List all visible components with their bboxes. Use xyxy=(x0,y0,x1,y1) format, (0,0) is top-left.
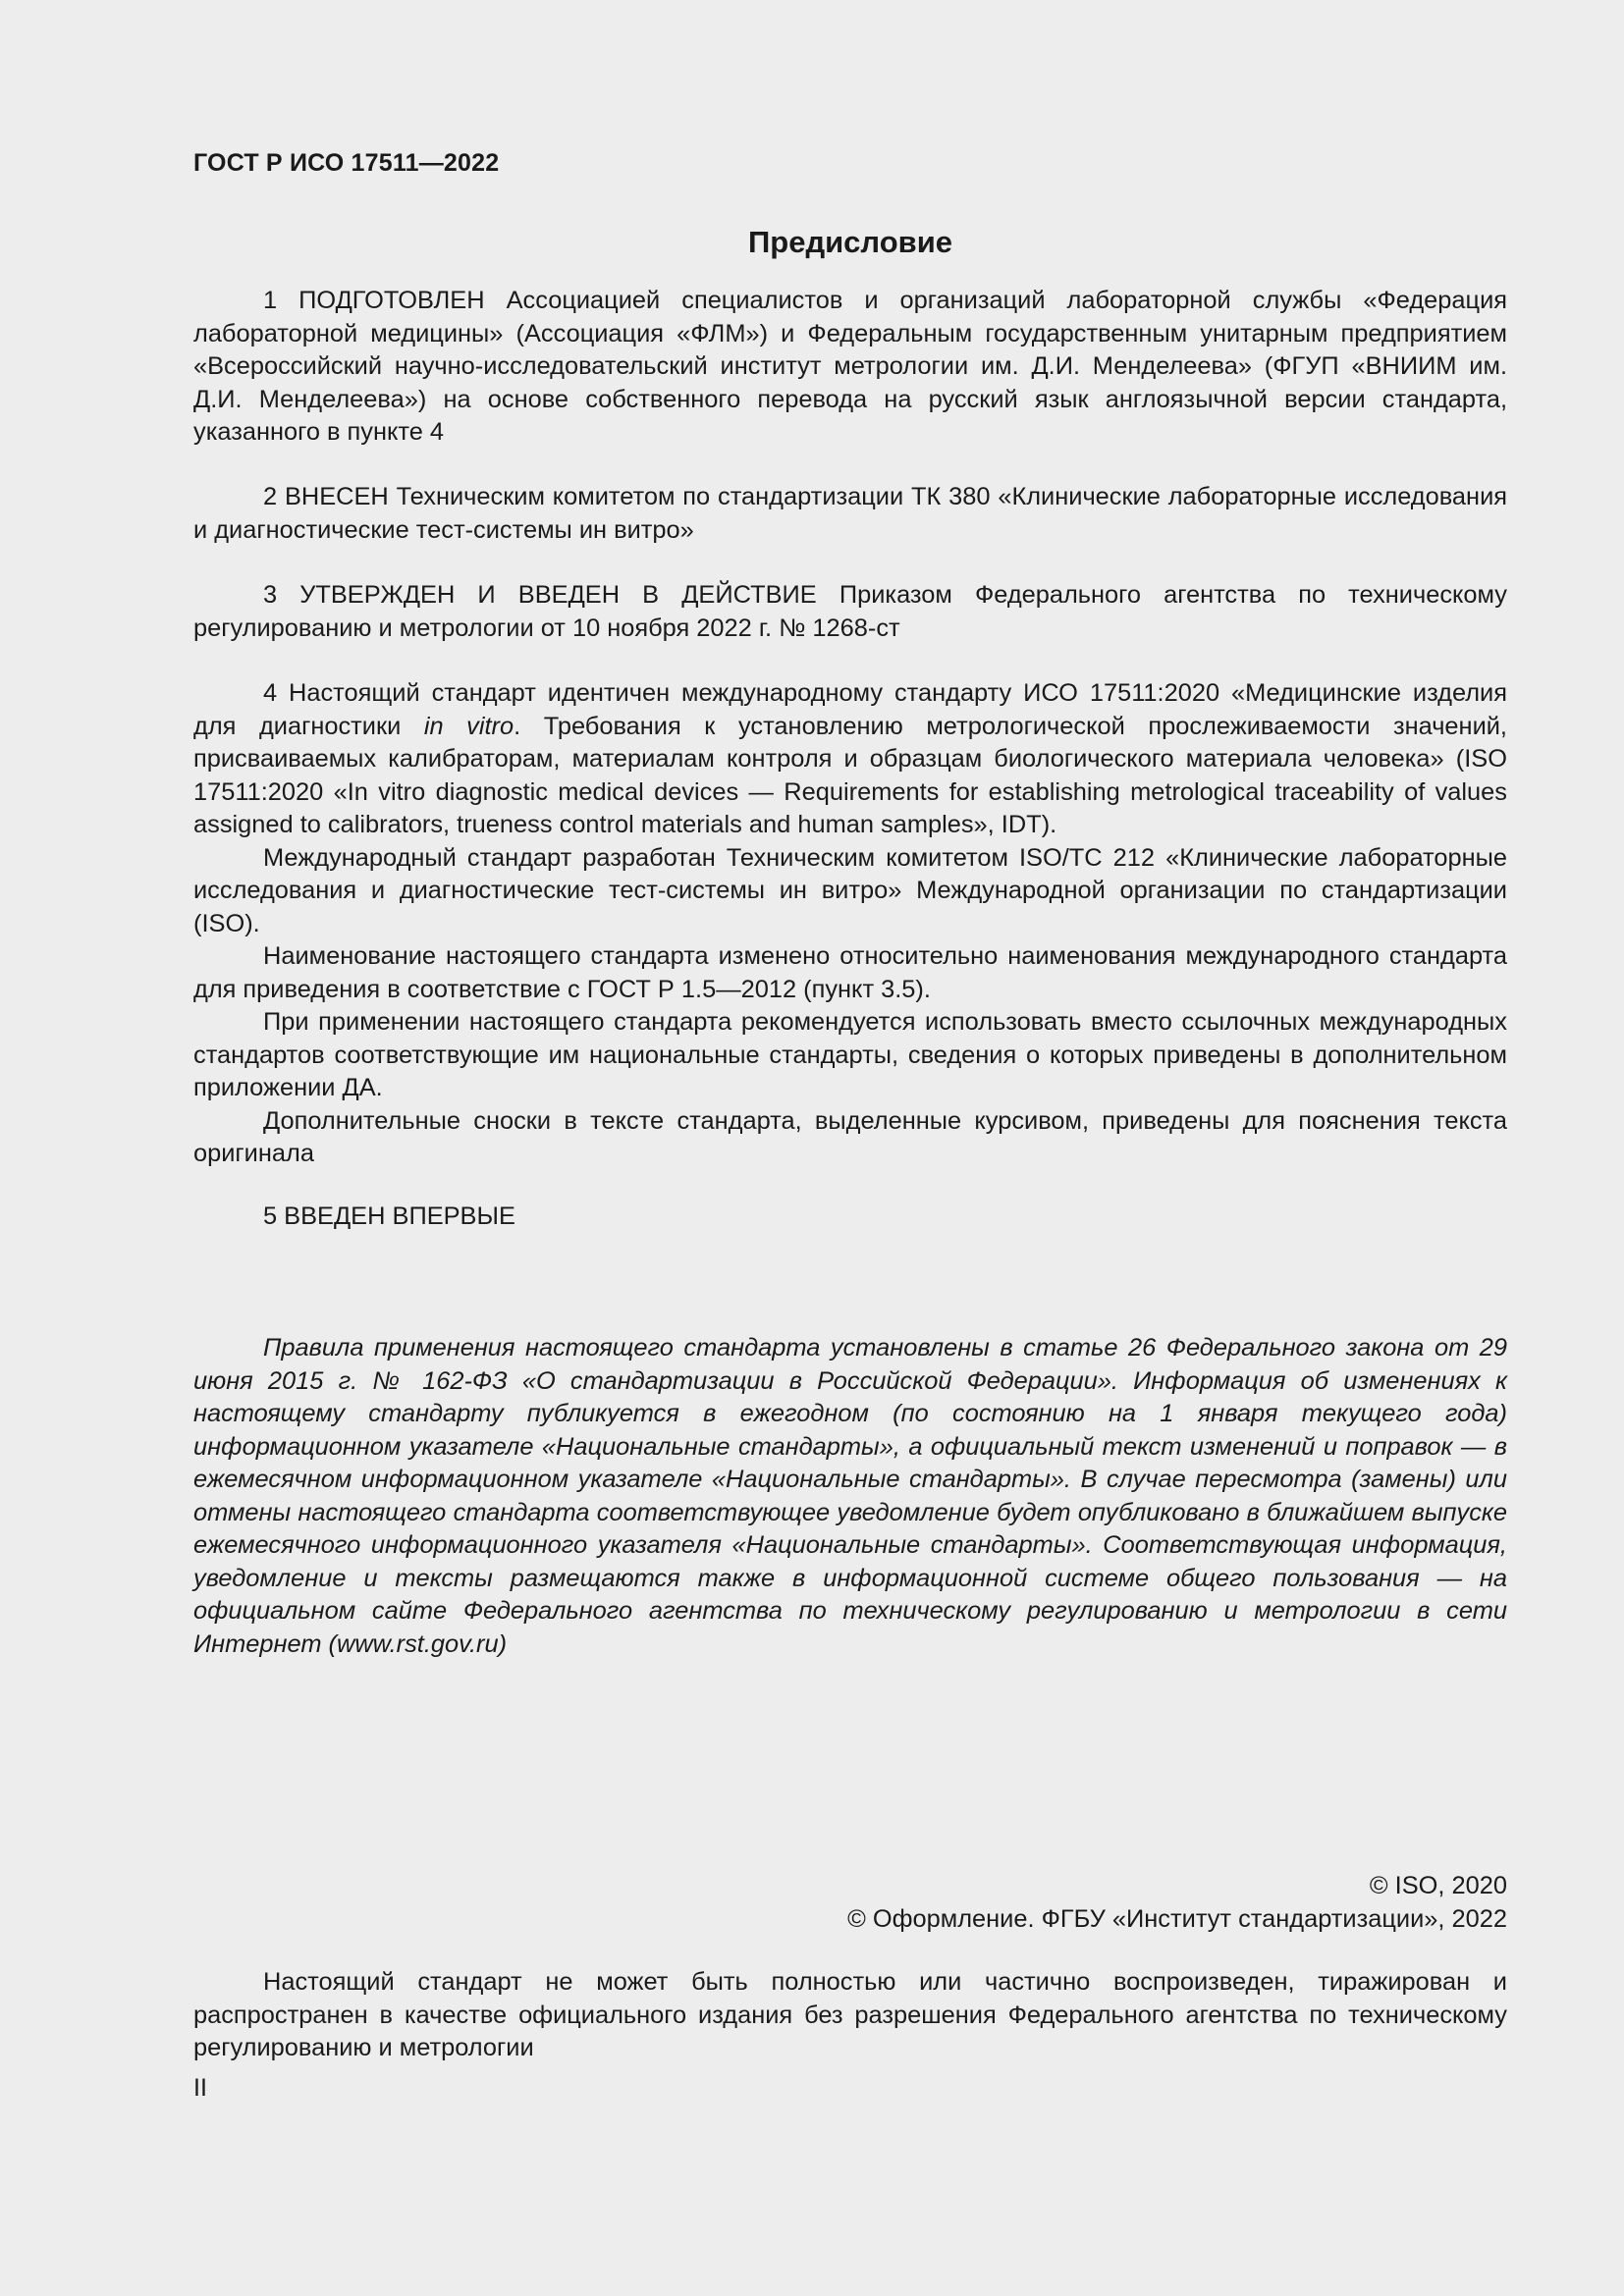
section-4-paragraph-1 xyxy=(193,677,1507,842)
page-title: Предисловие xyxy=(747,225,952,259)
document-code: ГОСТ Р ИСО 17511—2022 xyxy=(193,149,500,177)
section-4 xyxy=(193,677,1507,1171)
page-number: II xyxy=(193,2074,207,2102)
legal-notice xyxy=(193,1966,1507,2065)
section-2-text: 2 ВНЕСЕН Техническим комитетом по стандартизации ТК 380 «Клинические лабораторные исследования и диагностические тест-системы ин витро» xyxy=(193,483,1507,544)
section-4-paragraph-5: Дополнительные сноски в тексте стандарта, выделенные курсивом, приведены для пояснения текста оригинала xyxy=(193,1106,1507,1167)
section-4-p1-start: 4 Настоящий стандарт идентичен международному стандарту ИСО 17511:2020 «Медицинские изделия для диагностики xyxy=(193,679,1507,740)
section-1-text: 1 ПОДГОТОВЛЕН Ассоциацией специалистов и организаций лабораторной службы «Федерация лабораторной медицины» (Ассоциация «ФЛМ») и Федеральным государственным унитарным предприятием «Всероссийский научно-исследовательский институт метрологии им. Д.И. Менделеева» (ФГУП «ВНИИМ им. Д.И. Менделеева») на основе собственного перевода на русский язык англоязычной версии стандарта, указанного в пункте 4 xyxy=(193,287,1507,446)
section-5 xyxy=(193,1201,1507,1234)
section-3-text: 3 УТВЕРЖДЕН И ВВЕДЕН В ДЕЙСТВИЕ Приказом Федерального агентства по техническому регулированию и метрологии от 10 ноября 2022 г. № 1268-ст xyxy=(193,581,1507,642)
section-4-paragraph-4: При применении настоящего стандарта рекомендуется использовать вместо ссылочных международных стандартов соответствующие им национальные стандарты, сведения о которых приведены в дополнительном приложении ДА. xyxy=(193,1008,1507,1101)
section-4-p1-end: . Требования к установлению метрологической прослеживаемости значений, присваиваемых калибраторам, материалам контроля и образцам биологического материала человека» (ISO 17511:2020 «In vitro diagnostic medical devices — Requirements for establishing metrological traceability of values assigned to calibrators, trueness control materials and human samples», IDT). xyxy=(193,712,1507,838)
copyright-block xyxy=(193,1869,1507,1936)
section-5-text: 5 ВВЕДЕН ВПЕРВЫЕ xyxy=(263,1202,515,1230)
legal-notice-text: Настоящий стандарт не может быть полностью или частично воспроизведен, тиражирован и распространен в качестве официального издания без разрешения Федерального агентства по техническому регулированию и метрологии xyxy=(193,1968,1507,2061)
section-2 xyxy=(193,481,1507,547)
section-4-paragraph-3: Наименование настоящего стандарта изменено относительно наименования международного стандарта для приведения в соответствие с ГОСТ Р 1.5—2012 (пункт 3.5). xyxy=(193,942,1507,1003)
rules-notice-text: Правила применения настоящего стандарта установлены в статье 26 Федерального закона от 29 июня 2015 г. № 162-ФЗ «О стандартизации в Российской Федерации». Информация об изменениях к настоящему стандарту публикуется в ежегодном (по состоянию на 1 января текущего года) информационном указателе «Национальные стандарты», а официальный текст изменений и поправок — в ежемесячном информационном указателе «Национальные стандарты». В случае пересмотра (замены) или отмены настоящего стандарта соответствующее уведомление будет опубликовано в ближайшем выпуске ежемесячного информационного указателя «Национальные стандарты». Соответствующая информация, уведомление и тексты размещаются также в информационной системе общего пользования — на официальном сайте Федерального агентства по техническому регулированию и метрологии в сети Интернет (www.rst.gov.ru) xyxy=(193,1334,1507,1658)
section-3 xyxy=(193,579,1507,645)
section-1 xyxy=(193,285,1507,450)
rules-notice xyxy=(193,1332,1507,1661)
section-4-paragraph-2: Международный стандарт разработан Техническим комитетом ISO/TC 212 «Клинические лабораторные исследования и диагностические тест-системы ин витро» Международной организации по стандартизации (ISO). xyxy=(193,843,1507,937)
copyright-design: © Оформление. ФГБУ «Институт стандартизации», 2022 xyxy=(847,1905,1507,1933)
copyright-iso: © ISO, 2020 xyxy=(1369,1872,1507,1899)
section-4-p1-italic: in vitro xyxy=(423,712,514,740)
